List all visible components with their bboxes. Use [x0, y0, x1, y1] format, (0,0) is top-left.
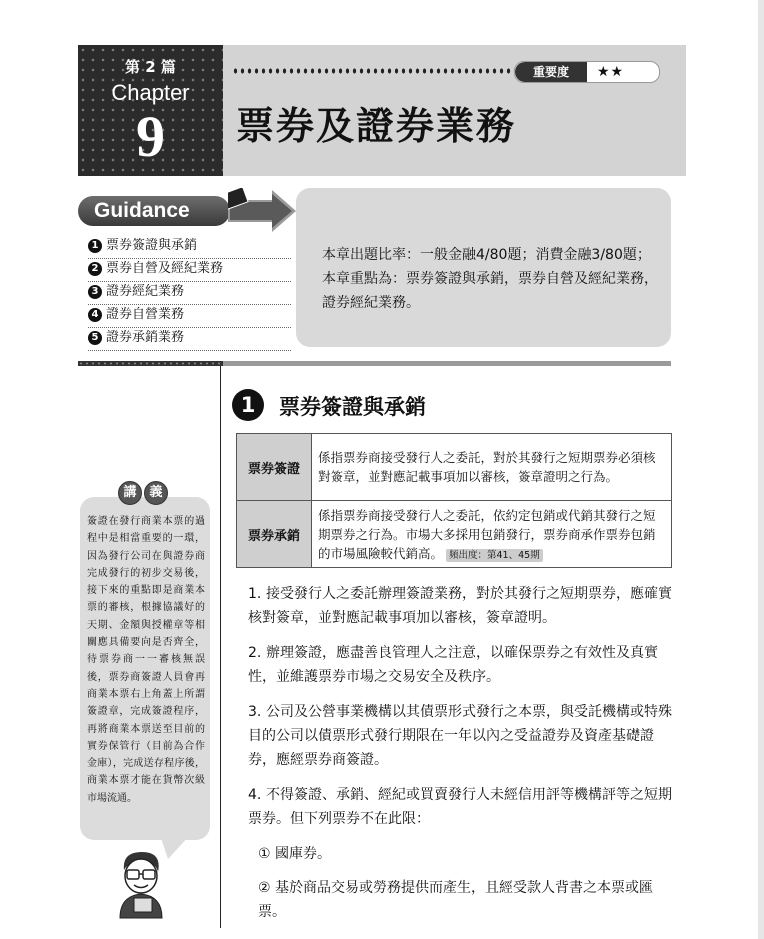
list-item-text: 公司及公營事業機構以其債票形式發行之本票，與受託機構或特殊目的公司以債票形式發行期限在一年以內之受益證券及資產基礎證券，應經票券商簽證。: [248, 704, 672, 768]
guidance-item-text: 證券承銷業務: [106, 330, 185, 345]
sub-list-item-text: 國庫券。: [275, 846, 332, 862]
list-item: [248, 641, 678, 689]
table-row-head: 票券承銷: [237, 501, 312, 568]
sub-list-item-number: ①: [258, 846, 271, 862]
guidance-item: [88, 328, 291, 351]
guidance-label: Guidance: [78, 196, 230, 226]
chapter-number: 9: [136, 104, 165, 169]
guidance-item-number: 4: [88, 308, 102, 322]
guidance-item: [88, 236, 291, 259]
list-item-text: 不得簽證、承銷、經紀或買賣發行人未經信用評等機構評等之短期票券。但下列票券不在此限：: [248, 787, 672, 827]
chapter-word: Chapter: [111, 80, 190, 105]
list-item: [248, 582, 678, 630]
lecture-title-char: 講: [118, 481, 142, 505]
table-row-body-cell: [312, 501, 672, 568]
table-row-body: 係指票券商接受發行人之委託，依約定包銷或代銷其發行之短期票券之行為。市場大多採用包銷發行，票券商承作票券包銷的市場風險較代銷高。: [318, 507, 656, 561]
lecture-text: 簽證在發行商業本票的過程中是相當重要的一環，因為發行公司在與證券商完成發行的初步交易後，接下來的重點即是商業本票的審核，根據協議好的天期、金額與授權章等相關應具備要向是否齊全，待票券商一一審核無誤後，票券商簽證人員會再商業本票右上角蓋上所謂簽證章，完成簽證程序，再將商業本票送至目前的實券保管行（目前為合作金庫），完成送存程序後，商業本票才能在貨幣次級市場流通。: [87, 516, 205, 804]
chapter-part: 第 2 篇: [125, 58, 176, 76]
section-number: 1: [232, 389, 264, 421]
list-item: [248, 783, 678, 831]
table-row: [237, 434, 672, 501]
section-title: 票券簽證與承銷: [279, 395, 426, 419]
frequency-tag: 頻出度：第41、45期: [446, 549, 543, 562]
guidance-item: [88, 305, 291, 328]
guidance-item-text: 票券自營及經紀業務: [106, 261, 224, 276]
section-divider-accent: [78, 361, 223, 366]
table-row: [237, 501, 672, 568]
list-item-number: 3.: [248, 704, 262, 720]
teacher-icon: [112, 848, 170, 920]
importance-label: 重要度: [515, 62, 587, 82]
table-row-body: 係指票券商接受發行人之委託，對於其發行之短期票券必須核對簽章，並對應記載事項加以審核，簽章證明之行為。: [312, 434, 672, 501]
guidance-item: [88, 282, 291, 305]
page-edge-shadow: [758, 0, 764, 939]
sub-list-item: [248, 842, 678, 866]
list-item-number: 2.: [248, 645, 262, 661]
sub-list-item-text: 基於商品交易或勞務提供而產生，且經受款人背書之本票或匯票。: [258, 880, 654, 920]
list-item-text: 接受發行人之委託辦理簽證業務，對於其發行之短期票券，應確實核對簽章，並對應記載事項加以審核，簽章證明。: [248, 586, 672, 626]
importance-stars: ★★: [597, 64, 625, 80]
guidance-item: [88, 259, 291, 282]
arrow-book-icon: [228, 188, 298, 234]
guidance-item-text: 證券自營業務: [106, 307, 185, 322]
guidance-item-text: 票券簽證與承銷: [106, 238, 198, 253]
dotted-leader: [232, 66, 516, 76]
list-item: [248, 700, 678, 772]
guidance-item-number: 1: [88, 239, 102, 253]
guidance-item-number: 3: [88, 285, 102, 299]
summary-text: 本章出題比率：一般金融4/80題；消費金融3/80題；本章重點為：票券簽證與承銷，票券自營及經紀業務，證券經紀業務。: [322, 247, 658, 311]
rule-list: [248, 582, 678, 934]
guidance-item-text: 證券經紀業務: [106, 284, 185, 299]
column-rule: [220, 366, 221, 928]
guidance-list: [88, 236, 291, 351]
definition-table: [236, 433, 672, 568]
table-row-head: 票券簽證: [237, 434, 312, 501]
sub-list-item-number: ②: [258, 880, 271, 896]
guidance-item-number: 2: [88, 262, 102, 276]
lecture-title: [118, 481, 170, 505]
list-item-text: 辦理簽證，應盡善良管理人之注意，以確保票券之有效性及真實性，並維護票券市場之交易安全及秩序。: [248, 645, 658, 685]
importance-badge: [514, 61, 660, 83]
lecture-title-char: 義: [144, 481, 168, 505]
sub-list-item: [248, 876, 678, 924]
list-item-number: 1.: [248, 586, 262, 602]
list-item-number: 4.: [248, 787, 262, 803]
guidance-item-number: 5: [88, 331, 102, 345]
page-title: 票券及證券業務: [236, 104, 517, 148]
